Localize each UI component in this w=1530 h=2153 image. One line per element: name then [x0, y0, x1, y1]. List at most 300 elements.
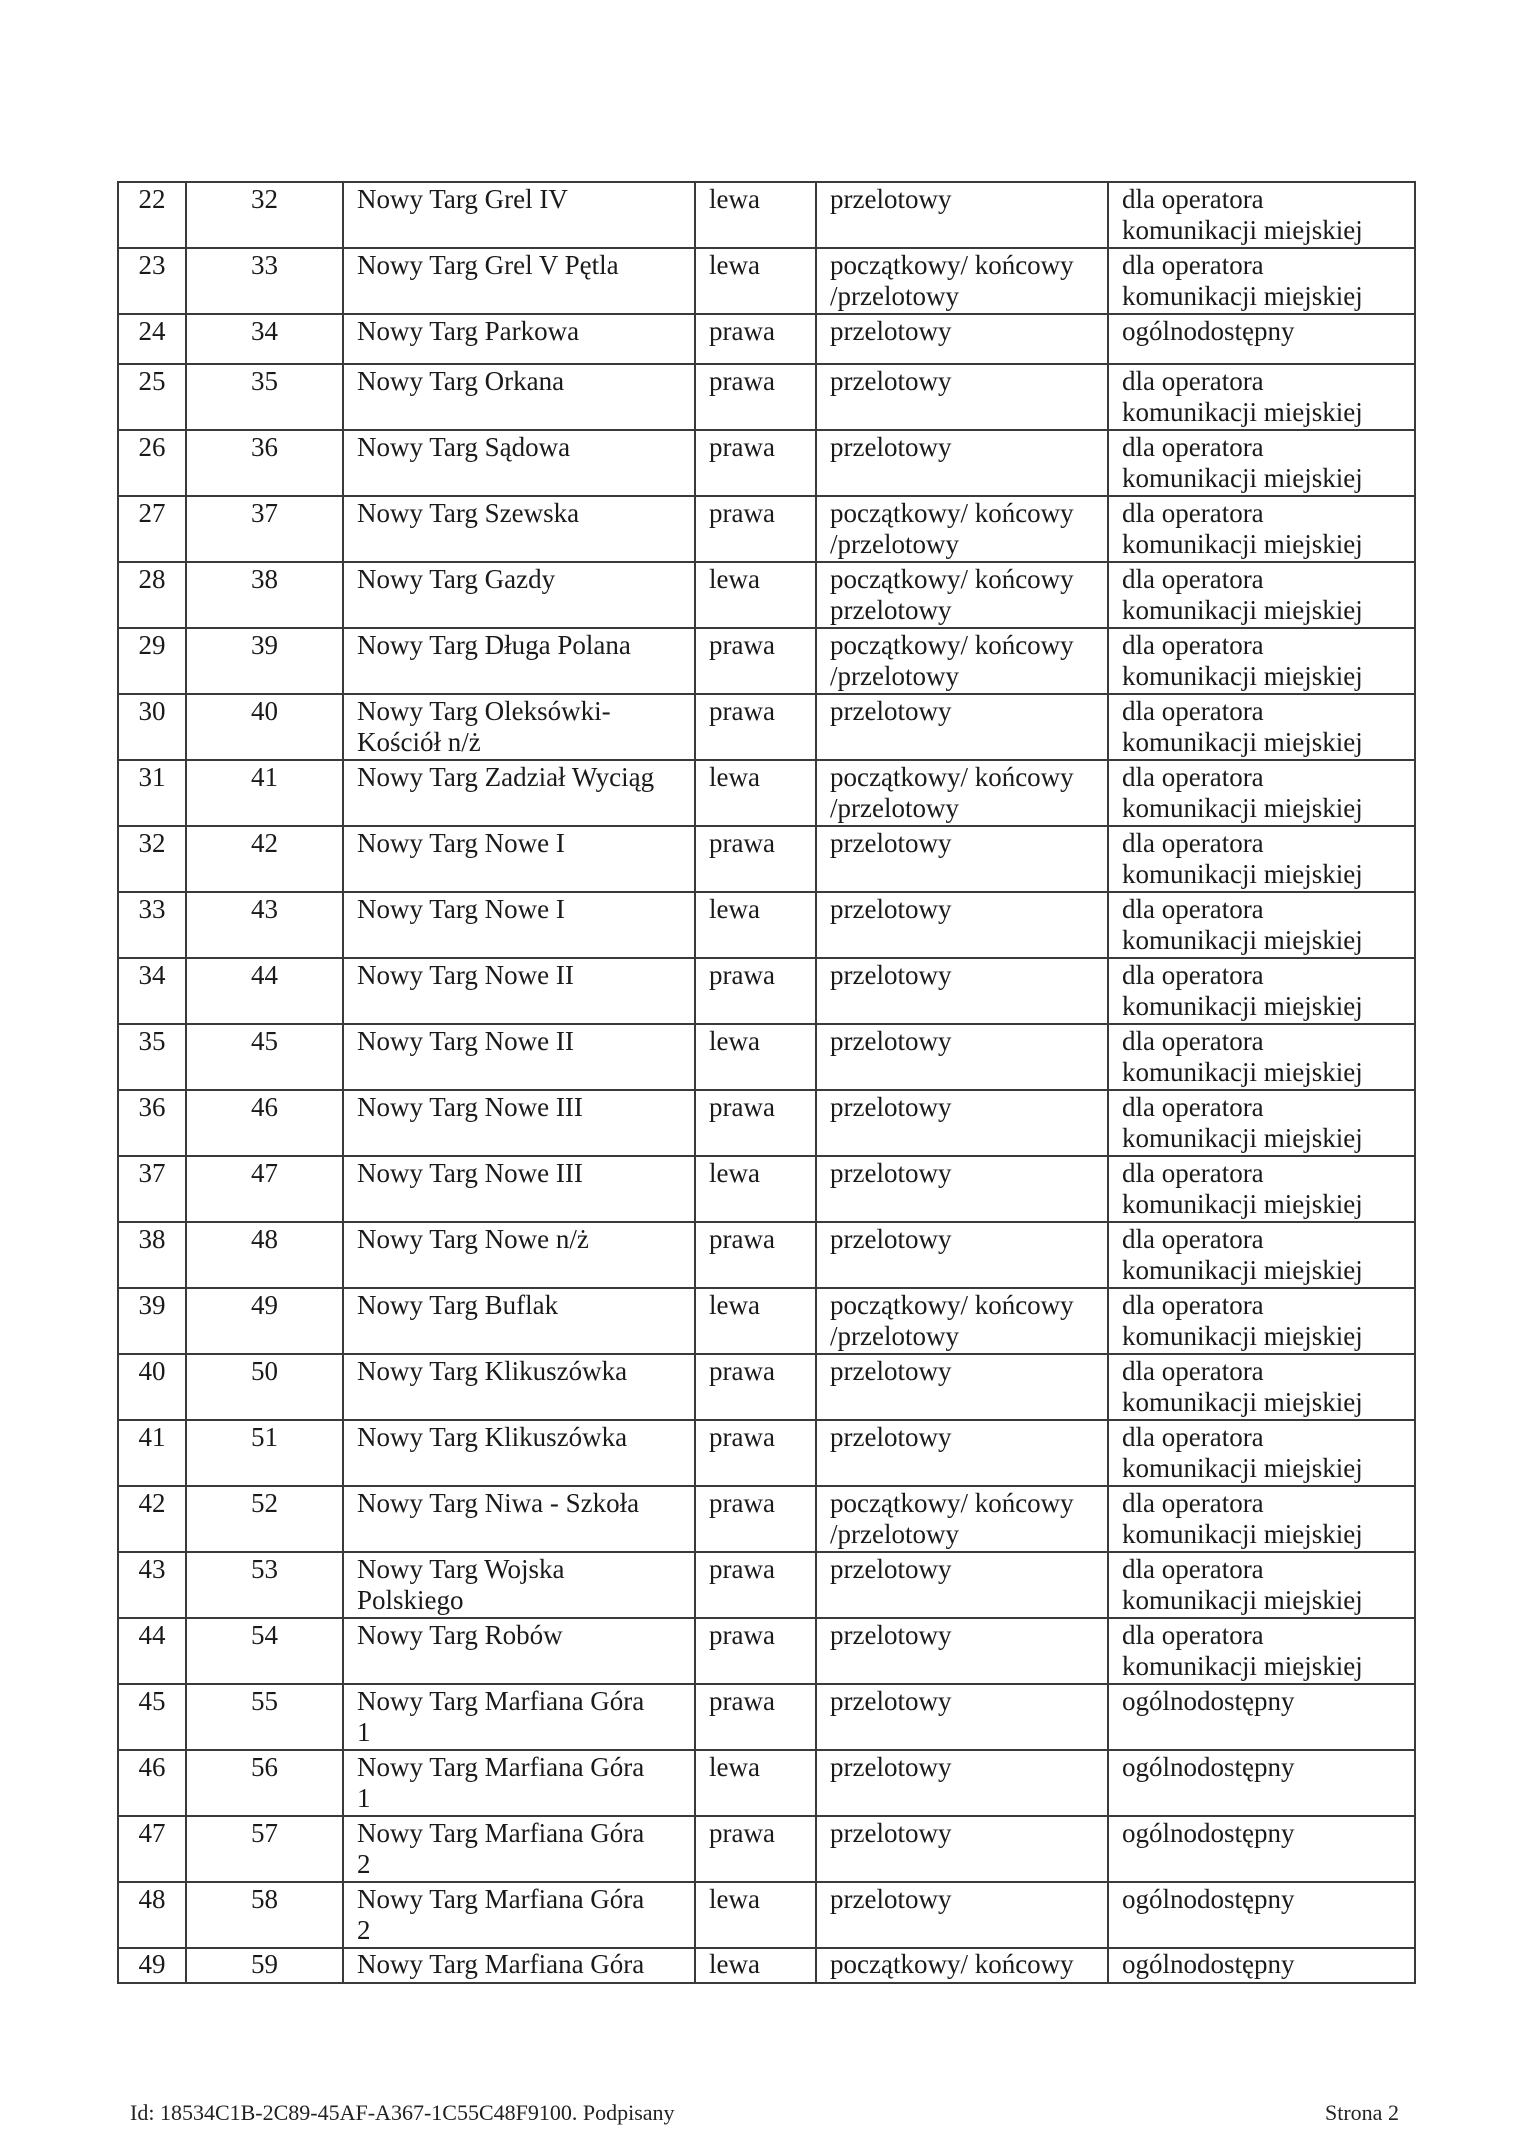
- cell-stop-name-line: Nowy Targ Niwa - Szkoła: [357, 1488, 640, 1518]
- cell-stop-name: [343, 1354, 695, 1420]
- cell-stop-type-line: /przelotowy: [830, 529, 959, 559]
- cell-stop-type-line: początkowy/ końcowy: [830, 498, 1074, 528]
- table-row: [118, 1090, 1415, 1156]
- cell-stop-number: 50: [186, 1354, 343, 1420]
- cell-stop-name-line: 1: [357, 1717, 371, 1747]
- cell-stop-type: [816, 248, 1108, 314]
- table-row: [118, 1816, 1415, 1882]
- cell-ordinal: 32: [118, 826, 186, 892]
- table-row: [118, 364, 1415, 430]
- cell-road-side: prawa: [695, 1420, 816, 1486]
- cell-stop-name-line: Nowy Targ Grel IV: [357, 184, 568, 214]
- cell-access-line: ogólnodostępny: [1122, 1686, 1295, 1716]
- cell-stop-number: 42: [186, 826, 343, 892]
- table-row: [118, 1552, 1415, 1618]
- cell-road-side: prawa: [695, 1552, 816, 1618]
- cell-road-side: prawa: [695, 314, 816, 364]
- cell-stop-name-line: Nowy Targ Marfiana Góra: [357, 1884, 645, 1914]
- cell-road-side: prawa: [695, 694, 816, 760]
- cell-access-line: dla operatora: [1122, 564, 1264, 594]
- cell-road-side: lewa: [695, 1288, 816, 1354]
- cell-ordinal: 22: [118, 182, 186, 248]
- cell-road-side: prawa: [695, 1222, 816, 1288]
- cell-access-line: komunikacji miejskiej: [1122, 215, 1363, 245]
- table-row: [118, 1222, 1415, 1288]
- cell-access-line: ogólnodostępny: [1122, 316, 1295, 346]
- cell-stop-type: [816, 496, 1108, 562]
- cell-road-side: prawa: [695, 364, 816, 430]
- cell-stop-type-line: /przelotowy: [830, 1321, 959, 1351]
- cell-stop-type-line: przelotowy: [830, 1752, 952, 1782]
- cell-stop-name-line: Nowy Targ Zadział Wyciąg: [357, 762, 655, 792]
- bus-stops-table: [117, 181, 1416, 1984]
- cell-stop-number: 32: [186, 182, 343, 248]
- cell-stop-name: [343, 314, 695, 364]
- cell-stop-name-line: Nowy Targ Marfiana Góra: [357, 1686, 645, 1716]
- cell-access: [1108, 364, 1415, 430]
- cell-ordinal: 33: [118, 892, 186, 958]
- cell-access-line: komunikacji miejskiej: [1122, 1651, 1363, 1681]
- cell-stop-type-line: /przelotowy: [830, 793, 959, 823]
- cell-access-line: ogólnodostępny: [1122, 1818, 1295, 1848]
- cell-stop-type: [816, 1090, 1108, 1156]
- cell-ordinal: 37: [118, 1156, 186, 1222]
- cell-stop-name-line: Nowy Targ Marfiana Góra: [357, 1752, 645, 1782]
- cell-stop-type: [816, 826, 1108, 892]
- cell-stop-number: 34: [186, 314, 343, 364]
- table-row: [118, 562, 1415, 628]
- cell-stop-type-line: przelotowy: [830, 1158, 952, 1188]
- cell-stop-number: 44: [186, 958, 343, 1024]
- cell-stop-type-line: /przelotowy: [830, 1519, 959, 1549]
- cell-stop-name: [343, 1750, 695, 1816]
- cell-road-side: prawa: [695, 1816, 816, 1882]
- table-row: [118, 694, 1415, 760]
- table-row: [118, 314, 1415, 364]
- cell-stop-number: 47: [186, 1156, 343, 1222]
- cell-access-line: ogólnodostępny: [1122, 1949, 1295, 1979]
- cell-stop-type-line: początkowy/ końcowy: [830, 1488, 1074, 1518]
- cell-ordinal: 36: [118, 1090, 186, 1156]
- cell-access-line: dla operatora: [1122, 184, 1264, 214]
- cell-road-side: lewa: [695, 248, 816, 314]
- cell-access-line: dla operatora: [1122, 630, 1264, 660]
- cell-access: [1108, 1420, 1415, 1486]
- cell-access: [1108, 496, 1415, 562]
- cell-access-line: komunikacji miejskiej: [1122, 1321, 1363, 1351]
- cell-stop-type: [816, 182, 1108, 248]
- cell-access-line: komunikacji miejskiej: [1122, 1255, 1363, 1285]
- cell-stop-name-line: Nowy Targ Nowe n/ż: [357, 1224, 589, 1254]
- cell-ordinal: 27: [118, 496, 186, 562]
- cell-access-line: komunikacji miejskiej: [1122, 859, 1363, 889]
- cell-stop-type-line: przelotowy: [830, 960, 952, 990]
- cell-road-side: lewa: [695, 1024, 816, 1090]
- table-row: [118, 496, 1415, 562]
- cell-ordinal: 39: [118, 1288, 186, 1354]
- cell-stop-number: 55: [186, 1684, 343, 1750]
- cell-stop-type-line: początkowy/ końcowy: [830, 1290, 1074, 1320]
- cell-stop-type-line: przelotowy: [830, 1884, 952, 1914]
- cell-access-line: komunikacji miejskiej: [1122, 793, 1363, 823]
- cell-stop-name-line: Nowy Targ Klikuszówka: [357, 1422, 628, 1452]
- cell-stop-type: [816, 1750, 1108, 1816]
- cell-stop-name-line: Nowy Targ Orkana: [357, 366, 565, 396]
- cell-access-line: dla operatora: [1122, 1422, 1264, 1452]
- table-row: [118, 760, 1415, 826]
- cell-access: [1108, 1090, 1415, 1156]
- cell-stop-number: 46: [186, 1090, 343, 1156]
- cell-access-line: dla operatora: [1122, 960, 1264, 990]
- cell-access-line: dla operatora: [1122, 1620, 1264, 1650]
- table-row: [118, 958, 1415, 1024]
- cell-stop-name: [343, 1486, 695, 1552]
- cell-stop-name: [343, 1156, 695, 1222]
- cell-stop-type-line: przelotowy: [830, 1686, 952, 1716]
- cell-stop-number: 59: [186, 1948, 343, 1983]
- cell-stop-type-line: przelotowy: [830, 316, 952, 346]
- cell-access: [1108, 1354, 1415, 1420]
- cell-stop-type-line: przelotowy: [830, 1026, 952, 1056]
- cell-road-side: prawa: [695, 826, 816, 892]
- cell-stop-name-line: Nowy Targ Robów: [357, 1620, 563, 1650]
- cell-access-line: komunikacji miejskiej: [1122, 463, 1363, 493]
- cell-access-line: dla operatora: [1122, 762, 1264, 792]
- table-row: [118, 1948, 1415, 1983]
- cell-road-side: prawa: [695, 1618, 816, 1684]
- cell-stop-name: [343, 182, 695, 248]
- cell-road-side: lewa: [695, 892, 816, 958]
- cell-access-line: komunikacji miejskiej: [1122, 1519, 1363, 1549]
- cell-stop-name: [343, 760, 695, 826]
- cell-stop-type-line: przelotowy: [830, 1818, 952, 1848]
- cell-access-line: komunikacji miejskiej: [1122, 1387, 1363, 1417]
- cell-stop-type: [816, 1024, 1108, 1090]
- table-row: [118, 892, 1415, 958]
- cell-access: [1108, 628, 1415, 694]
- cell-stop-name-line: Nowy Targ Marfiana Góra: [357, 1949, 645, 1979]
- cell-stop-type: [816, 1156, 1108, 1222]
- cell-access: [1108, 1024, 1415, 1090]
- table-row: [118, 1618, 1415, 1684]
- cell-stop-name-line: 2: [357, 1849, 371, 1879]
- cell-ordinal: 44: [118, 1618, 186, 1684]
- cell-access: [1108, 1288, 1415, 1354]
- cell-access-line: dla operatora: [1122, 1026, 1264, 1056]
- cell-road-side: prawa: [695, 958, 816, 1024]
- cell-stop-number: 33: [186, 248, 343, 314]
- cell-stop-type-line: /przelotowy: [830, 661, 959, 691]
- cell-access: [1108, 1618, 1415, 1684]
- cell-ordinal: 42: [118, 1486, 186, 1552]
- cell-access: [1108, 562, 1415, 628]
- cell-stop-type-line: początkowy/ końcowy: [830, 630, 1074, 660]
- cell-stop-name-line: Nowy Targ Nowe I: [357, 828, 565, 858]
- cell-road-side: lewa: [695, 182, 816, 248]
- table-row: [118, 1354, 1415, 1420]
- cell-ordinal: 38: [118, 1222, 186, 1288]
- cell-ordinal: 30: [118, 694, 186, 760]
- cell-stop-type: [816, 958, 1108, 1024]
- cell-stop-name-line: Nowy Targ Buflak: [357, 1290, 559, 1320]
- cell-stop-name: [343, 1090, 695, 1156]
- cell-road-side: lewa: [695, 1156, 816, 1222]
- cell-stop-name-line: Nowy Targ Parkowa: [357, 316, 580, 346]
- cell-stop-name: [343, 496, 695, 562]
- cell-stop-type-line: /przelotowy: [830, 281, 959, 311]
- cell-road-side: prawa: [695, 1486, 816, 1552]
- cell-stop-type-line: przelotowy: [830, 1554, 952, 1584]
- cell-access: [1108, 694, 1415, 760]
- cell-ordinal: 31: [118, 760, 186, 826]
- cell-access-line: komunikacji miejskiej: [1122, 281, 1363, 311]
- cell-stop-type-line: przelotowy: [830, 184, 952, 214]
- cell-stop-name-line: Nowy Targ Klikuszówka: [357, 1356, 628, 1386]
- cell-stop-type-line: początkowy/ końcowy: [830, 250, 1074, 280]
- table-row: [118, 1882, 1415, 1948]
- cell-stop-number: 53: [186, 1552, 343, 1618]
- cell-stop-type-line: początkowy/ końcowy: [830, 1949, 1074, 1979]
- cell-ordinal: 46: [118, 1750, 186, 1816]
- cell-ordinal: 24: [118, 314, 186, 364]
- cell-ordinal: 45: [118, 1684, 186, 1750]
- cell-stop-name: [343, 1288, 695, 1354]
- cell-stop-type: [816, 364, 1108, 430]
- cell-access-line: ogólnodostępny: [1122, 1884, 1295, 1914]
- cell-stop-name: [343, 1420, 695, 1486]
- cell-access-line: komunikacji miejskiej: [1122, 529, 1363, 559]
- cell-road-side: lewa: [695, 760, 816, 826]
- cell-stop-number: 36: [186, 430, 343, 496]
- document-id-footer: Id: 18534C1B-2C89-45AF-A367-1C55C48F9100. Podpisany: [130, 2100, 675, 2125]
- cell-access-line: dla operatora: [1122, 1290, 1264, 1320]
- bus-stops-table-body: [118, 182, 1415, 1983]
- cell-access-line: komunikacji miejskiej: [1122, 1585, 1363, 1615]
- table-row: [118, 628, 1415, 694]
- cell-access-line: komunikacji miejskiej: [1122, 1123, 1363, 1153]
- cell-stop-type-line: przelotowy: [830, 1422, 952, 1452]
- cell-ordinal: 43: [118, 1552, 186, 1618]
- cell-road-side: lewa: [695, 1882, 816, 1948]
- cell-stop-type-line: przelotowy: [830, 1356, 952, 1386]
- cell-stop-type: [816, 892, 1108, 958]
- cell-stop-name: [343, 1684, 695, 1750]
- cell-ordinal: 34: [118, 958, 186, 1024]
- cell-stop-type: [816, 430, 1108, 496]
- cell-stop-name: [343, 1882, 695, 1948]
- table-row: [118, 1156, 1415, 1222]
- cell-road-side: prawa: [695, 1684, 816, 1750]
- table-row: [118, 826, 1415, 892]
- cell-stop-number: 45: [186, 1024, 343, 1090]
- cell-ordinal: 41: [118, 1420, 186, 1486]
- cell-stop-type: [816, 1816, 1108, 1882]
- cell-access: [1108, 1750, 1415, 1816]
- cell-access: [1108, 314, 1415, 364]
- cell-ordinal: 25: [118, 364, 186, 430]
- cell-stop-name: [343, 1816, 695, 1882]
- table-row: [118, 1024, 1415, 1090]
- cell-stop-type: [816, 760, 1108, 826]
- cell-stop-number: 37: [186, 496, 343, 562]
- cell-stop-name: [343, 826, 695, 892]
- cell-stop-type: [816, 1948, 1108, 1983]
- table-row: [118, 248, 1415, 314]
- cell-stop-name-line: Nowy Targ Nowe III: [357, 1092, 583, 1122]
- cell-access: [1108, 760, 1415, 826]
- cell-ordinal: 40: [118, 1354, 186, 1420]
- cell-stop-type-line: przelotowy: [830, 1620, 952, 1650]
- cell-stop-type: [816, 1618, 1108, 1684]
- cell-stop-name-line: 1: [357, 1783, 371, 1813]
- cell-stop-type: [816, 1420, 1108, 1486]
- cell-access: [1108, 958, 1415, 1024]
- cell-stop-number: 54: [186, 1618, 343, 1684]
- cell-stop-number: 56: [186, 1750, 343, 1816]
- cell-stop-type-line: przelotowy: [830, 432, 952, 462]
- cell-stop-number: 41: [186, 760, 343, 826]
- cell-access-line: dla operatora: [1122, 894, 1264, 924]
- cell-access-line: dla operatora: [1122, 1092, 1264, 1122]
- cell-stop-name: [343, 430, 695, 496]
- cell-road-side: lewa: [695, 1948, 816, 1983]
- cell-stop-number: 38: [186, 562, 343, 628]
- cell-access: [1108, 1486, 1415, 1552]
- cell-stop-name-line: 2: [357, 1915, 371, 1945]
- cell-ordinal: 28: [118, 562, 186, 628]
- cell-access-line: dla operatora: [1122, 432, 1264, 462]
- cell-stop-number: 39: [186, 628, 343, 694]
- cell-stop-name: [343, 248, 695, 314]
- cell-access-line: dla operatora: [1122, 1488, 1264, 1518]
- cell-access: [1108, 248, 1415, 314]
- table-row: [118, 182, 1415, 248]
- cell-stop-number: 40: [186, 694, 343, 760]
- cell-stop-name-line: Nowy Targ Grel V Pętla: [357, 250, 619, 280]
- cell-ordinal: 47: [118, 1816, 186, 1882]
- cell-stop-number: 52: [186, 1486, 343, 1552]
- cell-access-line: komunikacji miejskiej: [1122, 727, 1363, 757]
- cell-stop-name: [343, 364, 695, 430]
- cell-stop-name: [343, 1552, 695, 1618]
- cell-access: [1108, 1882, 1415, 1948]
- cell-stop-name-line: Nowy Targ Nowe I: [357, 894, 565, 924]
- cell-stop-name-line: Nowy Targ Marfiana Góra: [357, 1818, 645, 1848]
- cell-access: [1108, 1552, 1415, 1618]
- cell-ordinal: 49: [118, 1948, 186, 1983]
- cell-stop-type: [816, 1684, 1108, 1750]
- cell-stop-type: [816, 1222, 1108, 1288]
- cell-stop-name-line: Nowy Targ Nowe II: [357, 960, 574, 990]
- cell-stop-type: [816, 1288, 1108, 1354]
- cell-stop-type: [816, 1552, 1108, 1618]
- cell-access: [1108, 1816, 1415, 1882]
- cell-road-side: prawa: [695, 1354, 816, 1420]
- cell-stop-name-line: Nowy Targ Wojska: [357, 1554, 565, 1584]
- cell-ordinal: 23: [118, 248, 186, 314]
- cell-stop-name: [343, 562, 695, 628]
- cell-stop-type-line: początkowy/ końcowy: [830, 564, 1074, 594]
- table-row: [118, 1288, 1415, 1354]
- cell-stop-name-line: Kościół n/ż: [357, 727, 481, 757]
- cell-stop-type: [816, 1486, 1108, 1552]
- cell-access-line: dla operatora: [1122, 1554, 1264, 1584]
- cell-access-line: komunikacji miejskiej: [1122, 991, 1363, 1021]
- cell-access-line: dla operatora: [1122, 250, 1264, 280]
- cell-stop-name: [343, 1618, 695, 1684]
- table-row: [118, 1750, 1415, 1816]
- cell-road-side: prawa: [695, 1090, 816, 1156]
- cell-road-side: prawa: [695, 628, 816, 694]
- cell-stop-type: [816, 694, 1108, 760]
- cell-access-line: dla operatora: [1122, 498, 1264, 528]
- cell-road-side: prawa: [695, 430, 816, 496]
- cell-stop-name-line: Nowy Targ Nowe II: [357, 1026, 574, 1056]
- cell-access-line: dla operatora: [1122, 696, 1264, 726]
- cell-stop-name-line: Nowy Targ Nowe III: [357, 1158, 583, 1188]
- cell-access: [1108, 1684, 1415, 1750]
- cell-stop-number: 49: [186, 1288, 343, 1354]
- cell-access-line: komunikacji miejskiej: [1122, 661, 1363, 691]
- cell-access-line: dla operatora: [1122, 1158, 1264, 1188]
- cell-stop-number: 35: [186, 364, 343, 430]
- cell-access-line: dla operatora: [1122, 1224, 1264, 1254]
- cell-stop-name-line: Nowy Targ Sądowa: [357, 432, 571, 462]
- cell-access: [1108, 182, 1415, 248]
- cell-stop-name: [343, 958, 695, 1024]
- cell-stop-number: 57: [186, 1816, 343, 1882]
- cell-ordinal: 26: [118, 430, 186, 496]
- cell-stop-type: [816, 1354, 1108, 1420]
- cell-stop-type-line: przelotowy: [830, 595, 952, 625]
- cell-stop-number: 43: [186, 892, 343, 958]
- cell-access: [1108, 1948, 1415, 1983]
- cell-access-line: komunikacji miejskiej: [1122, 595, 1363, 625]
- cell-stop-name-line: Nowy Targ Szewska: [357, 498, 580, 528]
- cell-road-side: prawa: [695, 496, 816, 562]
- cell-ordinal: 35: [118, 1024, 186, 1090]
- cell-access-line: dla operatora: [1122, 828, 1264, 858]
- cell-stop-number: 48: [186, 1222, 343, 1288]
- cell-stop-number: 51: [186, 1420, 343, 1486]
- cell-stop-type: [816, 1882, 1108, 1948]
- cell-stop-type-line: przelotowy: [830, 366, 952, 396]
- cell-road-side: lewa: [695, 1750, 816, 1816]
- cell-stop-number: 58: [186, 1882, 343, 1948]
- cell-access-line: dla operatora: [1122, 366, 1264, 396]
- cell-stop-name-line: Nowy Targ Oleksówki-: [357, 696, 611, 726]
- cell-ordinal: 29: [118, 628, 186, 694]
- cell-stop-type-line: przelotowy: [830, 1092, 952, 1122]
- table-row: [118, 1684, 1415, 1750]
- cell-access-line: komunikacji miejskiej: [1122, 1057, 1363, 1087]
- cell-access-line: komunikacji miejskiej: [1122, 397, 1363, 427]
- table-row: [118, 1420, 1415, 1486]
- cell-access: [1108, 826, 1415, 892]
- cell-stop-type-line: przelotowy: [830, 828, 952, 858]
- cell-stop-name-line: Polskiego: [357, 1585, 464, 1615]
- cell-access: [1108, 1156, 1415, 1222]
- page-number: Strona 2: [1325, 2100, 1399, 2125]
- cell-stop-type: [816, 314, 1108, 364]
- table-row: [118, 1486, 1415, 1552]
- cell-stop-type: [816, 628, 1108, 694]
- cell-stop-name: [343, 1948, 695, 1983]
- cell-stop-name: [343, 892, 695, 958]
- cell-road-side: lewa: [695, 562, 816, 628]
- cell-ordinal: 48: [118, 1882, 186, 1948]
- cell-stop-type-line: przelotowy: [830, 894, 952, 924]
